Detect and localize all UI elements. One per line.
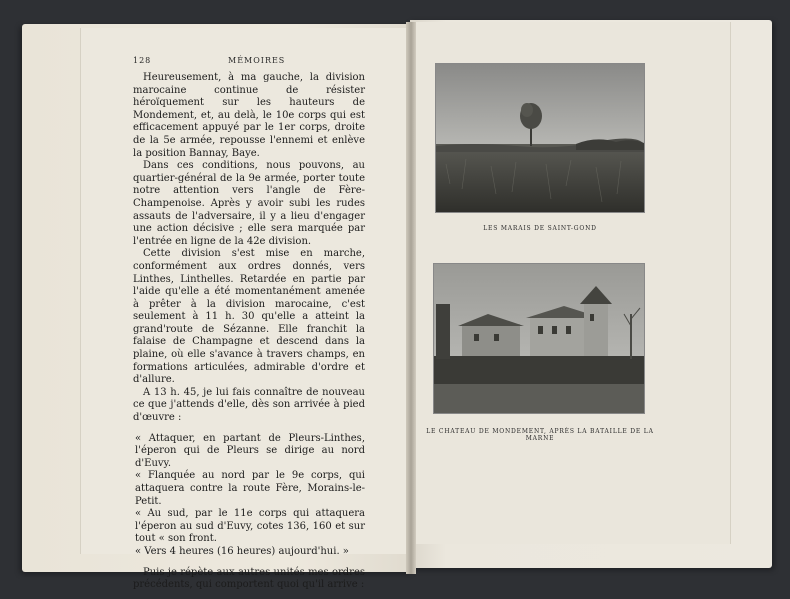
quote-line: « Attaquer, en partant de Pleurs-Linthes, l'éperon qui de Pleurs se dirige au nord d'Euvy. (135, 432, 365, 469)
photo-caption: LE CHATEAU DE MONDEMENT, APRÈS LA BATAILLE DE LA MARNE (426, 428, 654, 442)
paragraph: A 13 h. 45, je lui fais connaître de nouveau ce que j'attends d'elle, dès son arrivée à pied d'œuvre : (133, 386, 365, 424)
photo-marais-saint-gond (436, 64, 644, 212)
paragraph: Cette division s'est mise en marche, conformément aux ordres donnés, vers Linthes, Linthelles. Retardée en partie par l'aide qu'elle a été momentanément amenée à prêter à la division marocaine, c'est seulement à 11 h. 30 qu'elle a atteint la grand'route de Sézanne. Elle franchit la falaise de Champagne et descend dans la plaine, où elle s'avance à travers champs, en formations articulées, admirable d'ordre et d'allure. (133, 248, 365, 386)
page-number: 128 (133, 56, 152, 65)
photo-caption: LES MARAIS DE SAINT-GOND (483, 225, 597, 232)
quote-line: « Vers 4 heures (16 heures) aujourd'hui. » (135, 545, 349, 557)
closing-paragraph: Puis je répète aux autres unités mes ordres précédents, qui comportent quoi qu'il arrive : (133, 566, 365, 591)
book-gutter (406, 22, 416, 574)
photo-chateau-mondement (434, 264, 644, 413)
body-text (133, 72, 365, 592)
paragraph: Heureusement, à ma gauche, la division marocaine continue de résister héroïquement sur les hauteurs de Mondement, et, au delà, le 10e corps qui est efficacement appuyé par le 1er corps, droite de la 5e armée, repousse l'ennemi et enlève la position Bannay, Baye. (133, 72, 365, 159)
running-title: MÉMOIRES (228, 56, 286, 65)
quote-line: « Au sud, par le 11e corps qui attaquera l'éperon au sud d'Euvy, cotes 136, 160 et sur tout « son front. (135, 508, 365, 545)
paragraph: Dans ces conditions, nous pouvons, au quartier-général de la 9e armée, porter toute notre attention vers l'angle de Fère-Champenoise. Après y avoir subi les rudes assauts de l'adversaire, il y a lieu d'engager une action décisive ; elle sera marquée par l'entrée en ligne de la 42e division. (133, 160, 365, 247)
quote-line: « Flanquée au nord par le 9e corps, qui attaquera contre la route Fère, Morains-le-Petit. (135, 470, 365, 507)
